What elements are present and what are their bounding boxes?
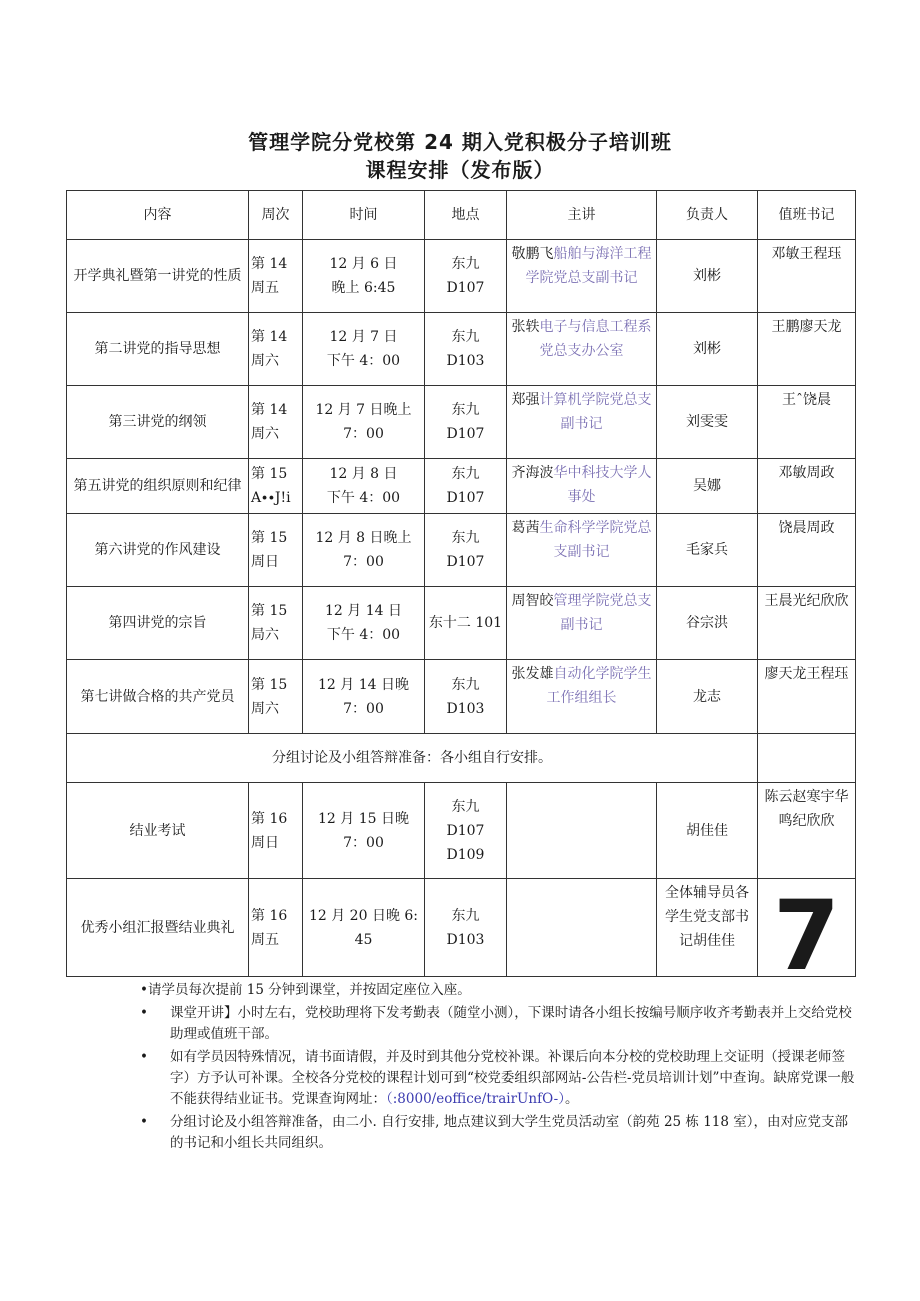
lesson-place: 东九 D103 bbox=[425, 313, 507, 386]
lesson-week: 第 15 周六 bbox=[249, 660, 303, 734]
lesson-time: 12 月 7 日 下午 4：00 bbox=[303, 313, 425, 386]
table-row bbox=[67, 459, 856, 514]
lesson-time: 12 月 20 日晚 6:45 bbox=[303, 879, 425, 977]
lesson-duty: 王ˆ饶晨 bbox=[758, 386, 856, 459]
lesson-owner: 胡佳佳 bbox=[657, 783, 758, 879]
speaker-role: 管理学院党总支副书记 bbox=[553, 593, 652, 633]
speaker-name: 周智皎 bbox=[511, 593, 554, 609]
lesson-duty: 饶晨周政 bbox=[758, 514, 856, 587]
header-row bbox=[67, 191, 856, 240]
header-content: 内容 bbox=[67, 191, 249, 240]
speaker-name: 郑强 bbox=[511, 392, 540, 408]
course-query-link[interactable]: （:8000/eoffice/trairUnfO-） bbox=[386, 1091, 565, 1107]
header-place: 地点 bbox=[425, 191, 507, 240]
note-item: • 课堂开讲】小时左右，党校助理将下发考勤表（随堂小测），下课时请各小组长按编号顺序收齐考勤表并上交给党校助理或值班干部。 bbox=[140, 1005, 852, 1042]
lesson-duty: 邓敏王程珏 bbox=[758, 240, 856, 313]
table-row bbox=[67, 783, 856, 879]
lesson-owner: 全体辅导员各学生党支部书记胡佳佳 bbox=[657, 879, 758, 977]
speaker-role: 计算机学院党总支副书记 bbox=[539, 392, 652, 432]
table-row bbox=[67, 313, 856, 386]
lesson-place: 东九 D107 bbox=[425, 386, 507, 459]
lesson-time: 12 月 8 日 下午 4：00 bbox=[303, 459, 425, 514]
lesson-owner: 龙志 bbox=[657, 660, 758, 734]
lesson-speaker bbox=[507, 879, 657, 977]
lesson-week: 第 14 周六 bbox=[249, 386, 303, 459]
speaker-name: 张发雄 bbox=[511, 666, 554, 682]
lesson-speaker bbox=[507, 660, 657, 734]
speaker-role: 自动化学院学生工作组组长 bbox=[546, 666, 652, 706]
lesson-owner: 刘雯雯 bbox=[657, 386, 758, 459]
speaker-name: 齐海波 bbox=[511, 465, 554, 481]
lesson-content: 第三讲党的纲领 bbox=[67, 386, 249, 459]
lesson-owner: 谷宗洪 bbox=[657, 587, 758, 660]
lesson-time: 12 月 14 日 下午 4：00 bbox=[303, 587, 425, 660]
lesson-speaker bbox=[507, 313, 657, 386]
header-speaker: 主讲 bbox=[507, 191, 657, 240]
lesson-time: 12 月 8 日晚上 7：00 bbox=[303, 514, 425, 587]
lesson-speaker bbox=[507, 783, 657, 879]
lesson-speaker bbox=[507, 514, 657, 587]
lesson-content: 开学典礼暨第一讲党的性质 bbox=[67, 240, 249, 313]
lesson-speaker bbox=[507, 240, 657, 313]
bullet-icon: • bbox=[140, 1005, 148, 1021]
bullet-icon: • bbox=[140, 1049, 148, 1065]
header-week: 周次 bbox=[249, 191, 303, 240]
group-duty-empty bbox=[758, 734, 856, 783]
page-subtitle: 课程安排（发布版） bbox=[365, 158, 555, 182]
table-row bbox=[67, 734, 856, 783]
lesson-content: 结业考试 bbox=[67, 783, 249, 879]
lesson-week: 第 15 局六 bbox=[249, 587, 303, 660]
speaker-role: 电子与信息工程系党总支办公室 bbox=[539, 319, 652, 359]
lesson-content: 第四讲党的宗旨 bbox=[67, 587, 249, 660]
lesson-speaker bbox=[507, 587, 657, 660]
speaker-name: 葛茜 bbox=[511, 520, 540, 536]
lesson-duty bbox=[758, 879, 856, 977]
table-row bbox=[67, 879, 856, 977]
lesson-content: 第二讲党的指导思想 bbox=[67, 313, 249, 386]
lesson-place: 东九 D103 bbox=[425, 660, 507, 734]
lesson-content: 第五讲党的组织原则和纪律 bbox=[67, 459, 249, 514]
header-duty: 值班书记 bbox=[758, 191, 856, 240]
handwritten-mark: 7 bbox=[773, 880, 840, 977]
lesson-owner: 刘彬 bbox=[657, 240, 758, 313]
speaker-role: 船舶与海洋工程学院党总支副书记 bbox=[525, 246, 652, 286]
header-time: 时间 bbox=[303, 191, 425, 240]
lesson-duty: 王鹏廖天龙 bbox=[758, 313, 856, 386]
lesson-owner: 刘彬 bbox=[657, 313, 758, 386]
lesson-time: 12 月 15 日晚 7：00 bbox=[303, 783, 425, 879]
lesson-time: 12 月 6 日 晚上 6:45 bbox=[303, 240, 425, 313]
table-row bbox=[67, 660, 856, 734]
lesson-week: 第 16 周日 bbox=[249, 783, 303, 879]
table-row bbox=[67, 240, 856, 313]
lesson-week: 第 14 周五 bbox=[249, 240, 303, 313]
note-item: • 如有学员因特殊情况，请书面请假，并及时到其他分党校补课。补课后向本分校的党校助理上交证明（授课老师签字）方予认可补课。全校各分党校的课程计划可到“校党委组织部网站-公告栏-党员培训计划”中查询。缺席党课一般不能获得结业证书。党课查询网址：（:8000/eoffice/trairUnfO-）。 bbox=[140, 1049, 855, 1107]
speaker-role: 生命科学学院党总支副书记 bbox=[539, 520, 652, 560]
lesson-week: 第 14 周六 bbox=[249, 313, 303, 386]
table-row bbox=[67, 386, 856, 459]
lesson-duty: 邓敏周政 bbox=[758, 459, 856, 514]
group-discussion-note: 分组讨论及小组答辩准备：各小组自行安排。 bbox=[67, 734, 758, 783]
note-item: •请学员每次提前 15 分钟到课堂，并按固定座位入座。 bbox=[140, 982, 471, 998]
lesson-content: 第七讲做合格的共产党员 bbox=[67, 660, 249, 734]
table-row bbox=[67, 587, 856, 660]
lesson-place: 东九 D107 D109 bbox=[425, 783, 507, 879]
lesson-duty: 陈云赵寒宇华鸣纪欣欣 bbox=[758, 783, 856, 879]
notes bbox=[140, 980, 860, 1156]
lesson-week: 第 15 周日 bbox=[249, 514, 303, 587]
bullet-icon: • bbox=[140, 1114, 148, 1130]
lesson-duty: 王晨光纪欣欣 bbox=[758, 587, 856, 660]
lesson-week: 第 15 A∙∙J!i bbox=[249, 459, 303, 514]
speaker-name: 张轶 bbox=[511, 319, 540, 335]
lesson-place: 东九 D107 bbox=[425, 514, 507, 587]
lesson-content: 优秀小组汇报暨结业典礼 bbox=[67, 879, 249, 977]
lesson-owner: 毛家兵 bbox=[657, 514, 758, 587]
lesson-place: 东十二 101 bbox=[425, 587, 507, 660]
lesson-place: 东九 D107 bbox=[425, 240, 507, 313]
lesson-duty: 廖天龙王程珏 bbox=[758, 660, 856, 734]
speaker-role: 华中科技大学人事处 bbox=[553, 465, 652, 505]
lesson-place: 东九 D103 bbox=[425, 879, 507, 977]
lesson-time: 12 月 7 日晚上 7：00 bbox=[303, 386, 425, 459]
lesson-speaker bbox=[507, 459, 657, 514]
lesson-place: 东九 D107 bbox=[425, 459, 507, 514]
lesson-owner: 吴娜 bbox=[657, 459, 758, 514]
note-item: • 分组讨论及小组答辩准备，由二小. 自行安排, 地点建议到大学生党员活动室（韵苑 25 栋 118 室），由对应党支部的书记和小组长共同组织。 bbox=[140, 1114, 849, 1151]
speaker-name: 敬鹏飞 bbox=[511, 246, 554, 262]
lesson-speaker bbox=[507, 386, 657, 459]
lesson-week: 第 16 周五 bbox=[249, 879, 303, 977]
table-row bbox=[67, 514, 856, 587]
header-owner: 负责人 bbox=[657, 191, 758, 240]
schedule-table bbox=[66, 190, 856, 977]
page-title: 管理学院分党校第 24 期入党积极分子培训班 bbox=[248, 130, 672, 154]
lesson-content: 第六讲党的作风建设 bbox=[67, 514, 249, 587]
lesson-time: 12 月 14 日晚 7：00 bbox=[303, 660, 425, 734]
